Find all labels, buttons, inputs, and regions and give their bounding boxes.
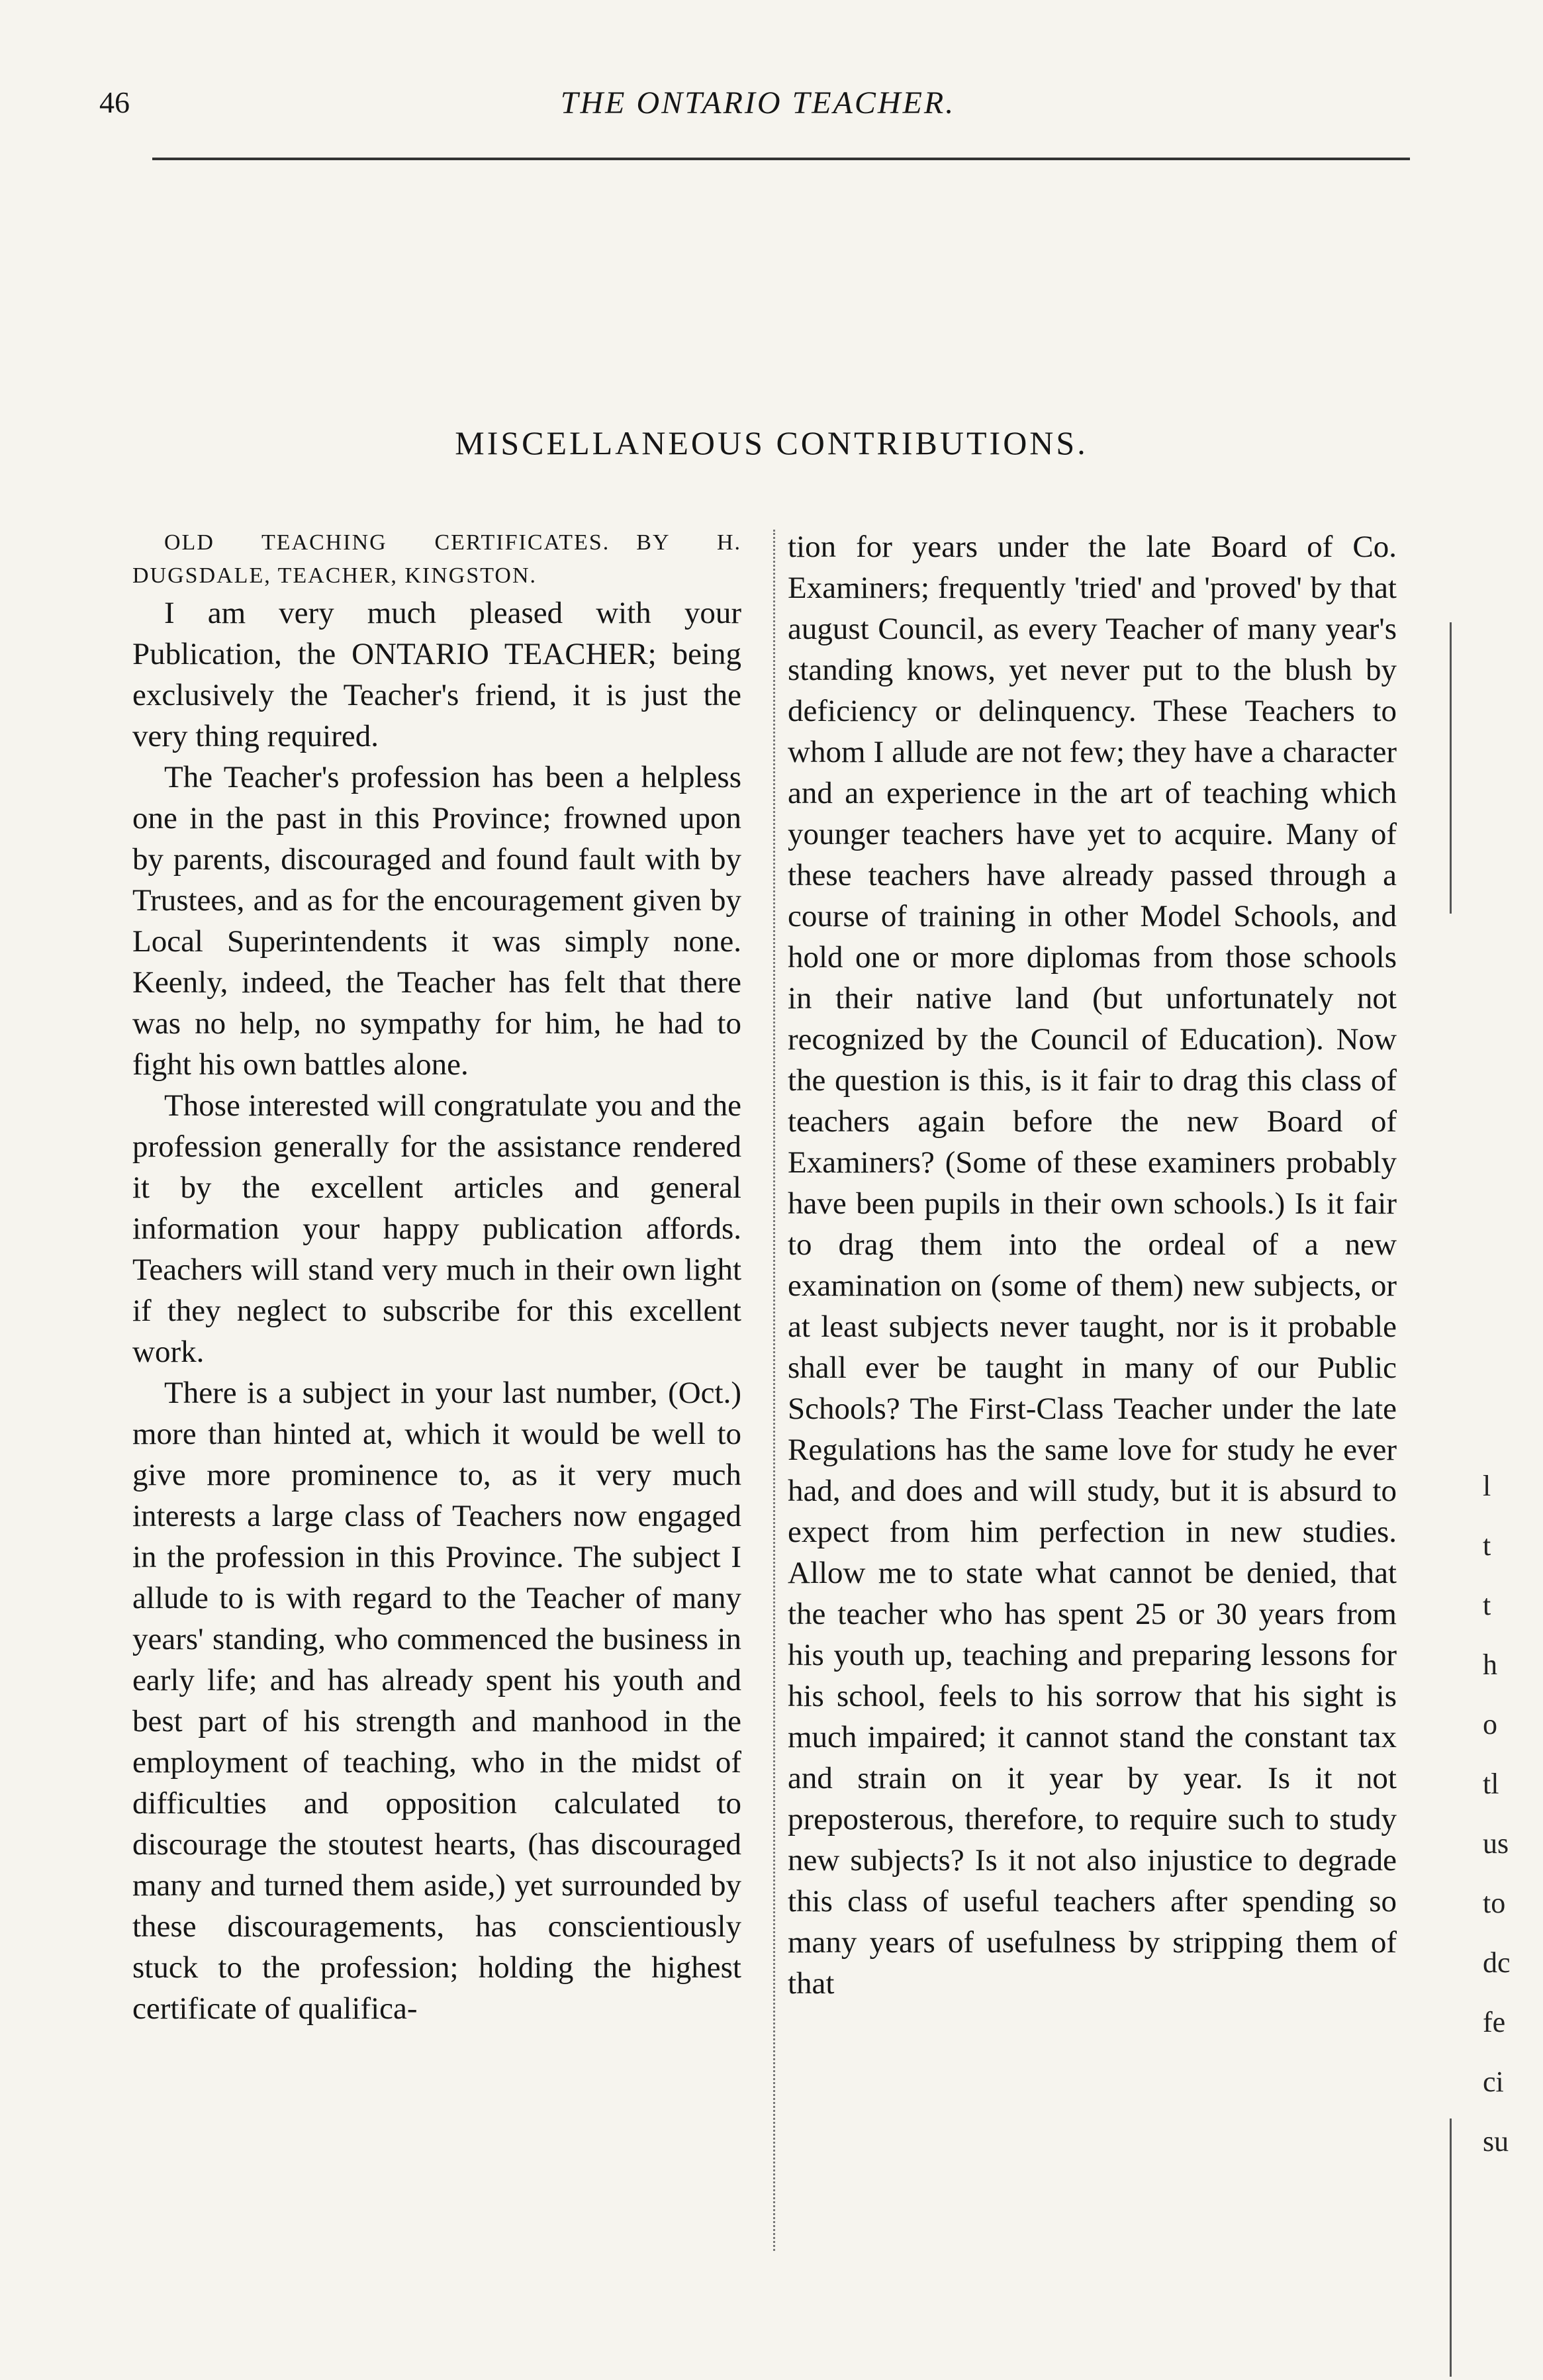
paragraph: The Teacher's profession has been a helpless one in the past in this Province; frowned upon by parents, discouraged and found fault with by Trustees, and as for the encouragement given by Local Superintendents it was simply none. Keenly, indeed, the Teacher has felt that there was no help, no sympathy for him, he had to fight his own battles alone. [132, 760, 741, 1082]
running-title: THE ONTARIO TEACHER. [560, 85, 956, 120]
edge-rule [1450, 2118, 1452, 2377]
edge-fragment: l [1483, 1470, 1491, 1502]
left-column [132, 526, 741, 2029]
edge-fragment: o [1483, 1708, 1497, 1740]
article-byline: BY H. DUGSDALE, TEACHER, KINGSTON. [132, 530, 742, 588]
column-divider [773, 530, 775, 2251]
edge-fragment: t [1483, 1589, 1491, 1621]
paragraph: Those interested will congratulate you and the profession generally for the assistance rendered it by the excellent articles and general information your happy publication affords. Teachers will stand very much in their own light if they neglect to subscribe for this excellent work. [132, 1088, 741, 1369]
edge-fragment: tl [1483, 1768, 1499, 1800]
edge-fragment: us [1483, 1827, 1509, 1860]
right-column [788, 526, 1397, 2004]
paragraph: There is a subject in your last number, (Oct.) more than hinted at, which it would be well to give more prominence to, as it very much interests a large class of Teachers now engaged in the profession in this Province. The subject I allude to is with regard to the Teacher of many years' standing, who commenced the business in early life; and has already spent his youth and best part of his strength and manhood in the employment of teaching, who in the midst of difficulties and opposition calculated to discourage the stoutest hearts, (has discouraged many and turned them aside,) yet surrounded by these discouragements, has conscientiously stuck to the profession; holding the highest certificate of qualifica- [132, 1376, 741, 2026]
paragraph: I am very much pleased with your Publication, the ONTARIO TEACHER; being exclusively the Teacher's friend, it is just the very thing required. [132, 596, 741, 753]
edge-fragment: fe [1483, 2006, 1506, 2038]
article-heading [132, 526, 741, 593]
edge-fragment: h [1483, 1648, 1497, 1681]
page-header [99, 85, 1417, 138]
page-number: 46 [99, 85, 130, 119]
header-rule [152, 158, 1410, 160]
paragraph: tion for years under the late Board of Co. Examiners; frequently 'tried' and 'proved' by that august Council, as every Teacher of many year's standing knows, yet never put to the blush by deficiency or delinquency. These Teachers to whom I allude are not few; they have a character and an experience in the art of teaching which younger teachers have yet to acquire. Many of these teachers have already passed through a course of training in other Model Schools, and hold one or more diplomas from those schools in their native land (but unfortunately not recognized by the Council of Education). Now the question is this, is it fair to drag this class of teachers again before the new Board of Examiners? (Some of these examiners probably have been pupils in their own schools.) Is it fair to drag them into the ordeal of a new examination on (some of them) new subjects, or at least subjects never taught, nor is it probable shall ever be taught in many of our Public Schools? The First-Class Teacher under the late Regulations has the same love for study he ever had, and does and will study, but it is absurd to expect from him perfection in new studies. Allow me to state what cannot be denied, that the teacher who has spent 25 or 30 years from his youth up, teaching and preparing lessons for his school, feels to his sorrow that his sight is much impaired; it cannot stand the constant tax and strain on it year by year. Is it not preposterous, therefore, to require such to study new subjects? Is it not also injustice to degrade this class of useful teachers after spending so many years of usefulness by stripping them of that [788, 530, 1397, 2001]
edge-fragment: to [1483, 1887, 1506, 1919]
article-title: OLD TEACHING CERTIFICATES. [164, 530, 610, 555]
edge-fragment: t [1483, 1529, 1491, 1562]
edge-rule [1450, 622, 1452, 914]
edge-fragment: dc [1483, 1946, 1511, 1979]
facing-page-fragments [1483, 1456, 1536, 2171]
edge-fragment: su [1483, 2125, 1509, 2158]
section-title: MISCELLANEOUS CONTRIBUTIONS. [455, 424, 1088, 461]
edge-fragment: ci [1483, 2066, 1504, 2098]
